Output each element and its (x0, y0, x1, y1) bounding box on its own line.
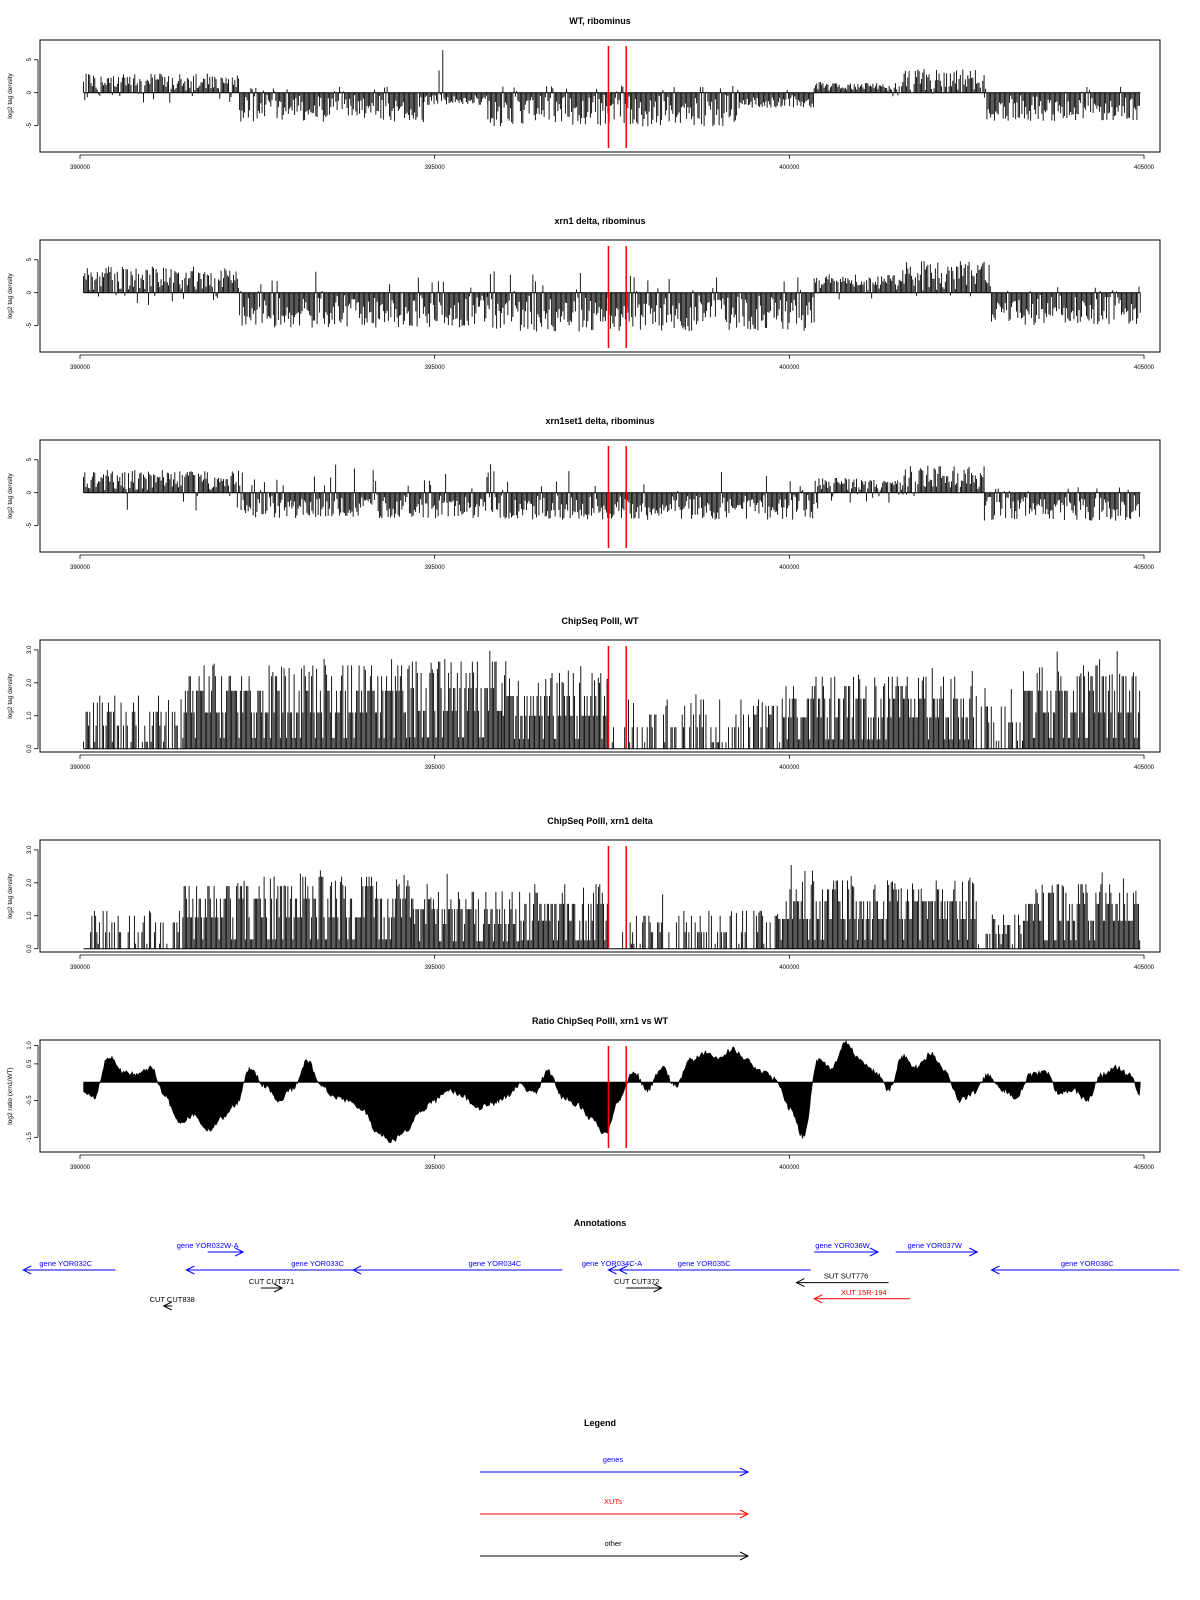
chart-chipseq-xrn1 (7, 816, 1160, 971)
chart-xrn1set1-ribominus (7, 416, 1160, 571)
signal-bars (84, 50, 1140, 126)
y-tick-label: 5 (27, 458, 33, 462)
feature-gene-yor032c (23, 1259, 115, 1274)
y-tick-label: 0.5 (27, 1059, 33, 1069)
x-tick-label: 400000 (779, 1165, 800, 1171)
feature-gene-yor038c (991, 1259, 1179, 1274)
x-tick-label: 390000 (69, 1165, 91, 1171)
x-tick-label: 395000 (424, 1165, 445, 1171)
chart-chipseq-wt (7, 616, 1160, 771)
feature-label: gene YOR037W (907, 1241, 962, 1250)
feature-cut-cut838 (150, 1295, 195, 1310)
annotations-panel (23, 1218, 1179, 1310)
plot-area (84, 865, 1141, 949)
x-tick-label: 400000 (779, 565, 800, 571)
y-tick-label: 1.0 (27, 911, 33, 920)
feature-gene-yor033c (186, 1259, 392, 1274)
y-tick-label: -5 (27, 122, 33, 129)
x-tick-label: 405000 (1133, 1165, 1155, 1171)
y-tick-label: -0.5 (27, 1095, 33, 1106)
y-tick-label: 3.0 (27, 845, 33, 855)
x-tick-label: 395000 (424, 165, 445, 171)
x-tick-label: 405000 (1133, 765, 1155, 771)
feature-gene-yor032w-a (177, 1241, 243, 1256)
feature-label: gene YOR035C (677, 1259, 731, 1268)
feature-label: CUT CUT372 (614, 1277, 660, 1286)
x-tick-label: 390000 (69, 965, 91, 971)
chart-title: xrn1set1 delta, ribominus (545, 416, 655, 426)
x-tick-label: 395000 (424, 965, 445, 971)
x-tick-label: 390000 (69, 765, 91, 771)
feature-gene-yor034c (353, 1259, 562, 1274)
x-tick-label: 405000 (1133, 565, 1155, 571)
x-tick-label: 405000 (1133, 965, 1155, 971)
y-tick-label: 0.0 (27, 944, 33, 953)
x-tick-label: 400000 (779, 165, 800, 171)
y-axis-label: log2 tag density (7, 73, 14, 119)
legend-label: genes (602, 1455, 624, 1464)
feature-label: SUT SUT776 (823, 1271, 869, 1281)
plot-area (84, 261, 1141, 331)
y-axis-label: log2 ratio (xrn1/WT) (7, 1067, 14, 1125)
legend-title: Legend (583, 1418, 617, 1428)
y-tick-label: 0 (27, 91, 33, 95)
legend-label: other (604, 1539, 622, 1548)
signal-bars (84, 651, 1140, 749)
y-axis-label: log2 tag density (7, 473, 14, 519)
chart-xrn1-ribominus (7, 216, 1160, 371)
legend-label: XUTs (604, 1497, 622, 1506)
feature-label: gene YOR033C (291, 1259, 345, 1268)
y-tick-label: 0 (27, 491, 33, 495)
feature-label: gene YOR036W (815, 1241, 870, 1250)
signal-bars (91, 865, 1140, 949)
y-axis-label: log2 tag density (7, 673, 14, 719)
legend-item-other (480, 1539, 748, 1560)
y-tick-label: -5 (27, 522, 33, 529)
y-tick-label: -5 (27, 322, 33, 329)
chart-title: Ratio ChipSeq PolII, xrn1 vs WT (531, 1016, 669, 1026)
y-tick-label: 1.0 (27, 1041, 33, 1050)
chart-title: xrn1 delta, ribominus (554, 216, 646, 226)
plot-area (84, 50, 1141, 126)
feature-label: CUT CUT371 (248, 1277, 295, 1286)
y-axis-label: log2 tag density (7, 873, 14, 919)
plot-area (84, 651, 1141, 749)
feature-gene-yor036w (814, 1241, 878, 1256)
y-tick-label: 3.0 (27, 645, 33, 655)
y-tick-label: 0.0 (27, 744, 33, 753)
feature-gene-yor034c-a (582, 1259, 642, 1274)
feature-cut-cut372 (614, 1277, 661, 1292)
x-tick-label: 405000 (1133, 365, 1155, 371)
x-tick-label: 390000 (69, 365, 91, 371)
legend-item-xuts (480, 1497, 748, 1518)
plot-area (84, 464, 1141, 520)
x-tick-label: 395000 (424, 765, 445, 771)
chart-title: ChipSeq PolII, WT (561, 616, 639, 626)
x-tick-label: 400000 (779, 765, 800, 771)
ratio-area (84, 1041, 1141, 1143)
legend-item-genes (480, 1455, 748, 1476)
x-tick-label: 390000 (69, 565, 91, 571)
chart-ratio-chipseq (7, 1016, 1160, 1171)
feature-label: gene YOR032W-A (176, 1241, 239, 1250)
feature-label: XUT 15R-194 (840, 1287, 887, 1297)
x-tick-label: 400000 (779, 365, 800, 371)
y-tick-label: -1.5 (27, 1132, 33, 1143)
chart-title: WT, ribominus (569, 16, 631, 26)
feature-sut-sut776 (796, 1272, 888, 1287)
x-tick-label: 390000 (69, 165, 91, 171)
y-tick-label: 2.0 (27, 878, 33, 887)
y-tick-label: 0 (27, 291, 33, 295)
feature-label: gene YOR034C (468, 1259, 522, 1268)
feature-label: gene YOR032C (39, 1259, 93, 1268)
legend (480, 1418, 748, 1560)
plot-area (84, 1041, 1141, 1143)
feature-xut-15r-194 (814, 1288, 910, 1303)
annotations-title: Annotations (573, 1218, 627, 1228)
feature-cut-cut371 (249, 1277, 294, 1292)
feature-label: gene YOR034C-A (581, 1259, 643, 1268)
feature-label: gene YOR038C (1060, 1259, 1114, 1268)
feature-label: CUT CUT838 (149, 1295, 195, 1304)
x-tick-label: 395000 (424, 565, 445, 571)
y-axis-label: log2 tag density (7, 273, 14, 319)
signal-bars (84, 261, 1141, 331)
x-tick-label: 405000 (1133, 165, 1155, 171)
y-tick-label: 2.0 (27, 678, 33, 687)
x-tick-label: 395000 (424, 365, 445, 371)
y-tick-label: 5 (27, 58, 33, 62)
chart-wt-ribominus (7, 16, 1160, 171)
x-tick-label: 400000 (779, 965, 800, 971)
y-tick-label: 1.0 (27, 711, 33, 720)
y-tick-label: 5 (27, 258, 33, 262)
chart-title: ChipSeq PolII, xrn1 delta (547, 816, 653, 826)
feature-gene-yor035c (619, 1259, 811, 1274)
feature-gene-yor037w (896, 1241, 978, 1256)
